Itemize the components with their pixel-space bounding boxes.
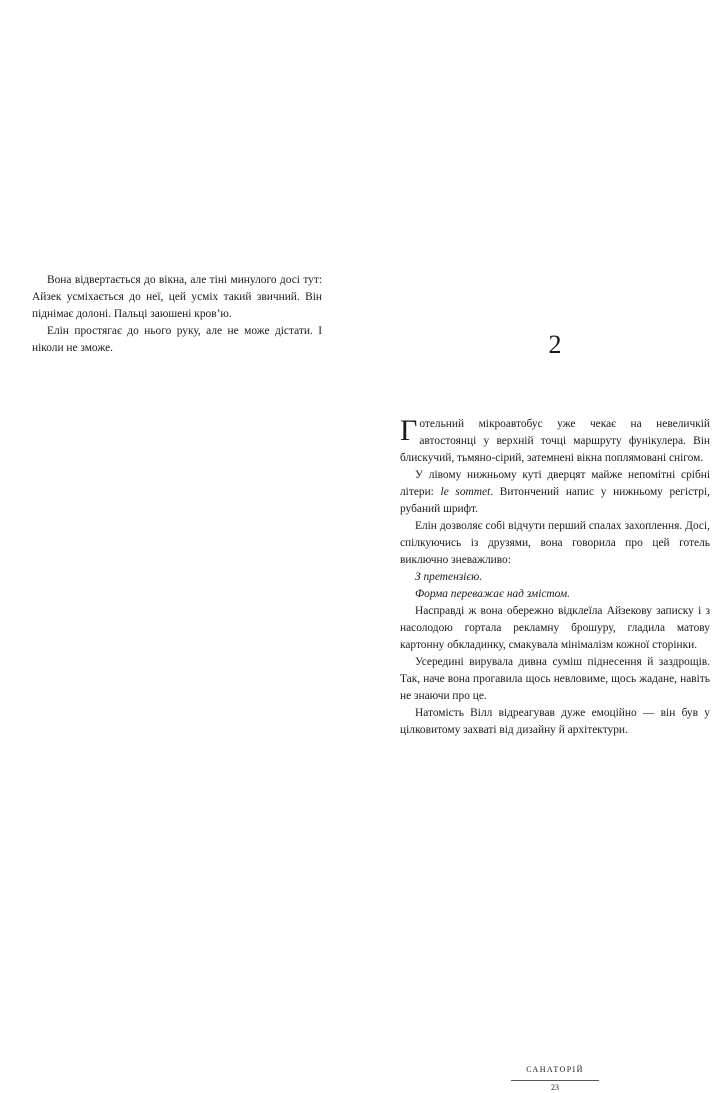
page-number: 23 xyxy=(551,1083,559,1092)
paragraph-4: Насправді ж вона обережно відклеїла Айзекову записку і з насолодою гортала рекламну брошуру, гладила матову картонну обкладинку, смакувала мінімалізм кожної сторінки. xyxy=(400,605,710,651)
italic-phrase: le sommet xyxy=(440,486,491,498)
footer-rule xyxy=(511,1080,599,1081)
first-paragraph xyxy=(400,416,710,467)
left-paragraph-1: Вона відвертається до вікна, але тіні минулого досі тут: Айзек усміхається до неї, цей усміх такий звичний. Він піднімає долоні. Пальці заюшені кров’ю. xyxy=(32,274,322,320)
italic-line-2: Форма переважає над змістом. xyxy=(415,588,571,600)
first-paragraph-text: отельний мікроавтобус уже чекає на невеличкій автостоянці у верхній точці маршруту фунікулера. Він блискучий, тьмяно-сірий, затемнені вікна поплямовані снігом. xyxy=(400,418,710,464)
paragraph-2 xyxy=(400,467,710,518)
chapter-number: 2 xyxy=(548,330,562,359)
right-page xyxy=(400,330,711,1092)
running-title: САНАТОРІЙ xyxy=(526,1065,584,1074)
drop-cap: Г xyxy=(400,414,418,447)
paragraph-2-end: . Витончений напис у нижньому регістрі, рубаний шрифт. xyxy=(400,486,711,515)
paragraph-6: Натомість Вілл відреагував дуже емоційно — він був у цілковитому захваті від дизайну й архітектури. xyxy=(400,707,710,736)
running-footer xyxy=(400,1059,710,1093)
left-paragraph-2: Елін простягає до нього руку, але не може дістати. І ніколи не зможе. xyxy=(32,325,322,354)
left-page xyxy=(32,272,322,357)
italic-line-1: З претензією. xyxy=(415,571,483,583)
paragraph-3: Елін дозволяє собі відчути перший спалах захоплення. Досі, спілкуючись із друзями, вона говорила про цей готель виключно зневажливо: xyxy=(400,520,710,566)
paragraph-2-start: У лівому нижньому куті дверцят майже непомітні срібні літери: xyxy=(400,469,710,498)
paragraph-5: Усередині вирувала дивна суміш піднесення й заздрощів. Так, наче вона прогавила щось невловиме, щось жадане, навіть не знаючи про це. xyxy=(400,656,710,702)
